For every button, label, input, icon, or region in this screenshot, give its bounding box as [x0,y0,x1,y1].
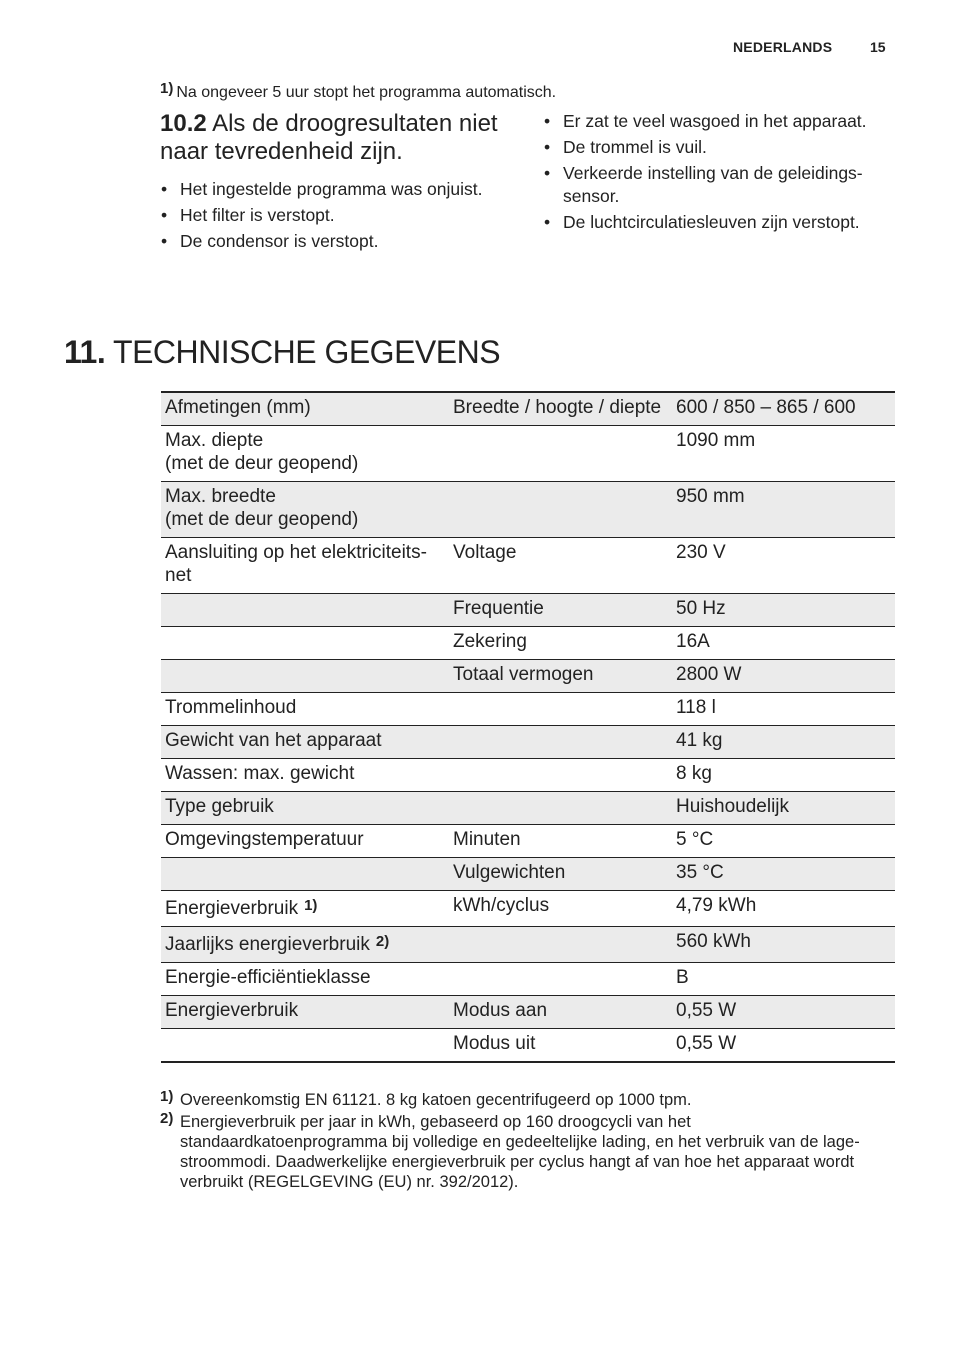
section-number: 10.2 [160,110,207,137]
right-bullet-list [544,110,894,237]
cell-label: Aansluiting op het elektriciteits-net [165,542,427,586]
top-footnote [160,80,556,102]
table-row [161,426,895,482]
cell-subject: Minuten [453,829,521,850]
cell-subject [449,759,672,792]
cell-value: 41 kg [676,730,723,751]
table-row [161,825,895,858]
page-number: 15 [870,39,886,55]
cell-value: B [676,967,689,988]
table-row [161,759,895,792]
cell-subject [449,726,672,759]
list-item: • De luchtcirculatiesleuven zijn verstopt. [544,211,894,234]
cell-value: 560 kWh [676,931,751,952]
cell-subject [449,482,672,538]
cell-subject [449,963,672,996]
cell-subject: Modus aan [453,1000,548,1021]
section-title: Als de droogresultaten niet naar tevredenheid zijn. [160,110,498,165]
cell-subject [449,792,672,825]
cell-label: Max. breedte (met de deur geopend) [165,486,359,530]
cell-label [161,858,449,891]
list-item: • Het filter is verstopt. [161,204,531,227]
cell-value: 2800 W [676,664,742,685]
footnote [160,1090,895,1110]
cell-value: 230 V [676,542,726,563]
table-row [161,392,895,426]
cell-label [161,627,449,660]
cell-value: 50 Hz [676,598,726,619]
table-row [161,858,895,891]
cell-value: 1090 mm [676,430,756,451]
table-row [161,594,895,627]
footnote-text: Overeenkomstig EN 61121. 8 kg katoen gecentrifugeerd op 1000 tpm. [180,1091,692,1109]
footnotes [160,1090,895,1194]
chapter-title: TECHNISCHE GEGEVENS [113,334,501,370]
table-row [161,660,895,693]
list-item: • Het ingestelde programma was onjuist. [161,178,531,201]
cell-value: 4,79 kWh [676,895,757,916]
cell-subject [449,693,672,726]
cell-label: Omgevingstemperatuur [165,829,364,850]
cell-label: Energie-efficiëntieklasse [165,967,371,988]
cell-value: 950 mm [676,486,745,507]
cell-value: 118 l [676,697,716,718]
cell-subject: Zekering [453,631,527,652]
list-item: • Verkeerde instelling van de geleidings-sensor. [544,162,894,208]
cell-value: 8 kg [676,763,712,784]
cell-subject: Vulgewichten [453,862,566,883]
cell-value: 0,55 W [676,1033,737,1054]
footnote-mark: 1) [160,80,174,97]
cell-subject: Modus uit [453,1033,536,1054]
cell-label: Type gebruik [165,796,274,817]
table-row [161,627,895,660]
cell-subject: Breedte / hoogte / diepte [453,397,662,418]
cell-label: Energieverbruik [165,1000,299,1021]
cell-value: 16A [676,631,710,652]
cell-label [161,594,449,627]
cell-label: Gewicht van het apparaat [165,730,382,751]
table-row [161,996,895,1029]
table-row [161,482,895,538]
cell-subject [449,927,672,963]
footnote-mark: 1) [304,897,318,914]
cell-value: Huishoudelijk [676,796,790,817]
cell-value: 35 °C [676,862,724,883]
cell-label: Max. diepte (met de deur geopend) [165,430,359,474]
cell-label: Trommelinhoud [165,697,297,718]
table-row [161,726,895,759]
footnote-mark: 2) [375,933,390,950]
table-row [161,1029,895,1063]
chapter-heading [64,334,500,371]
table-row [161,538,895,594]
footnote-mark: 1) [160,1088,174,1105]
list-item: • Er zat te veel wasgoed in het apparaat. [544,110,894,133]
footnote [160,1112,895,1192]
list-item: • De trommel is vuil. [544,136,894,159]
cell-value: 600 / 850 – 865 / 600 [676,397,856,418]
footnote-text: Energieverbruik per jaar in kWh, gebaseerd op 160 droogcycli van het standaardkatoenprogramma bij volledige en gedeeltelijke lading, en het verbruik van de lage-stroommodi. Daadwerkelijke energieverbruik per cyclus hangt af van hoe het apparaat wordt verbruikt (REGELGEVING (EU) nr. 392/2012). [180,1113,860,1191]
cell-subject: kWh/cyclus [453,895,550,916]
cell-subject: Frequentie [453,598,544,619]
cell-label: Jaarlijks energieverbruik $^{2)}$ [165,933,390,955]
footnote-text: Na ongeveer 5 uur stopt het programma automatisch. [176,84,557,101]
cell-label: Afmetingen (mm) [165,397,311,418]
section-heading [160,110,530,166]
table-row [161,891,895,927]
cell-label [161,1029,449,1063]
cell-value: 0,55 W [676,1000,737,1021]
table-row [161,792,895,825]
cell-label: Energieverbruik $^{1)}$ [165,897,318,919]
list-item: • De condensor is verstopt. [161,230,531,253]
cell-subject: Totaal vermogen [453,664,594,685]
technical-data-table [161,391,895,1063]
cell-subject: Voltage [453,542,517,563]
chapter-number: 11. [64,334,106,370]
left-bullet-list [161,178,531,256]
table-row [161,927,895,963]
footnote-mark: 2) [160,1110,174,1127]
cell-value: 5 °C [676,829,714,850]
running-header-language: NEDERLANDS [733,39,833,55]
cell-subject [449,426,672,482]
table-row [161,963,895,996]
cell-label: Wassen: max. gewicht [165,763,355,784]
table-row [161,693,895,726]
cell-label [161,660,449,693]
